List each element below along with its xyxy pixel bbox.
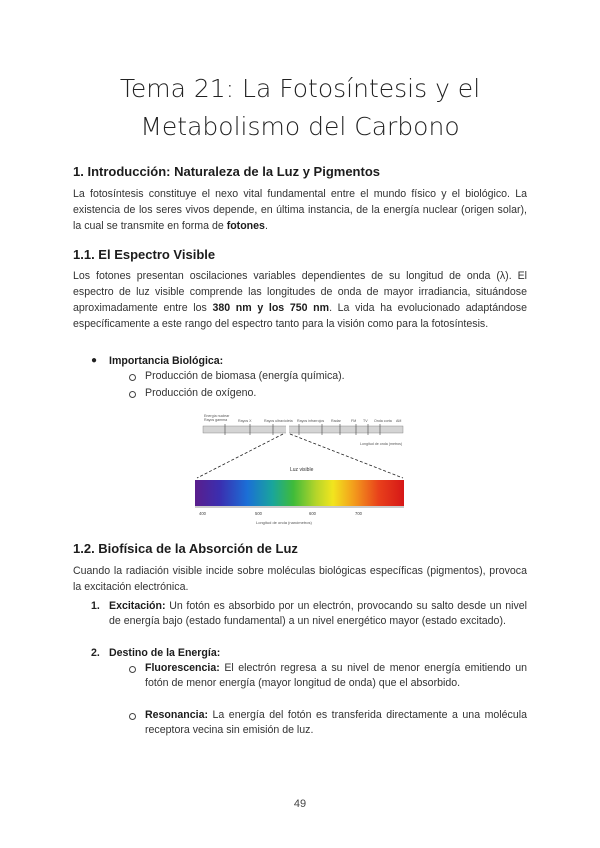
axis-nm-label: Longitud de onda (nanómetros) — [256, 520, 312, 525]
sub-item-oxigeno: Producción de oxígeno. — [145, 387, 257, 399]
bullet-dot-icon: ● — [91, 355, 98, 366]
list-number-1: 1. — [91, 600, 100, 612]
circle-bullet-icon — [129, 374, 136, 381]
wavelength-range-bold: 380 nm y los 750 nm — [212, 302, 330, 314]
page-title — [40, 70, 560, 146]
list-number-2: 2. — [91, 647, 100, 659]
label-ir: Rayos infrarrojos — [297, 419, 325, 423]
label-tv: TV — [363, 419, 368, 423]
section-1-2-paragraph: Cuando la radiación visible incide sobre moléculas biológicas específicas (pigmentos), provoca la excitación electrónica. — [73, 565, 527, 593]
list-item-destino: Destino de la Energía: — [109, 647, 221, 659]
page-number: 49 — [293, 798, 307, 810]
list-item-excitacion: Excitación: Un fotón es absorbido por un electrón, provocando su salto desde un nivel de energía bajo (estado fundamental) a un nivel energético mayor (estado excitado). — [109, 600, 527, 627]
sub-item-resonancia: Resonancia: La energía del fotón es transferida directamente a una molécula receptora vecina sin emisión de luz. — [145, 709, 527, 736]
fotones-bold: fotones — [226, 220, 265, 232]
section-1-paragraph: La fotosíntesis constituye el nexo vital fundamental entre el mundo físico y el biológico. La existencia de los seres vivos depende, en última instancia, de la energía nuclear (origen solar), la cual se transmite en forma de fotones. — [73, 188, 527, 232]
sub-item-biomasa: Producción de biomasa (energía química). — [145, 370, 345, 382]
tick-600: 600 — [309, 511, 316, 516]
section-heading-1-2: 1.2. Biofísica de la Absorción de Luz — [73, 541, 298, 556]
label-onda-corta: Onda corta — [374, 419, 392, 423]
spectrum-figure — [190, 410, 420, 528]
label-x: Rayos X — [238, 419, 252, 423]
title-line-2: Metabolismo del Carbono — [140, 112, 460, 141]
circle-bullet-icon — [129, 666, 136, 673]
bullet-importancia: Importancia Biológica: — [109, 355, 224, 367]
tick-500: 500 — [255, 511, 262, 516]
label-radar: Radar — [331, 419, 341, 423]
tick-700: 700 — [355, 511, 362, 516]
visible-spectrum-band — [195, 480, 404, 506]
spectrum-bar — [203, 426, 403, 433]
sub-item-fluorescencia: Fluorescencia: El electrón regresa a su nivel de menor energía emitiendo un fotón de menor energía (mayor longitud de onda) que el absorbido. — [145, 662, 527, 689]
label-uv: Rayos ultravioleta — [264, 419, 293, 423]
label-am: AM — [396, 419, 402, 423]
visible-light-label: Luz visible — [290, 467, 314, 473]
section-heading-1-1: 1.1. El Espectro Visible — [73, 247, 216, 262]
label-fm: FM — [351, 419, 357, 423]
label-nuclear: Energía nuclear — [204, 414, 230, 418]
section-heading-1: 1. Introducción: Naturaleza de la Luz y Pigmentos — [73, 164, 380, 179]
label-gamma: Rayos gamma — [204, 418, 228, 422]
circle-bullet-icon — [129, 391, 136, 398]
projection-line-left — [197, 434, 283, 478]
wavelength-meters-label: Longitud de onda (metros) — [360, 442, 403, 446]
visible-gap — [286, 424, 289, 435]
circle-bullet-icon — [129, 713, 136, 720]
tick-400: 400 — [199, 511, 206, 516]
title-line-1: Tema 21: La Fotosíntesis y el — [119, 74, 481, 103]
section-1-1-paragraph: Los fotones presentan oscilaciones variables dependientes de su longitud de onda (λ). El espectro de luz visible comprende las longitudes de onda de mayor irradiancia, situándose aproximadamente entre los 380 nm y los 750 nm. La vida ha evolucionado adaptándose específicamente a este rango del espectro tanto para la visión como para la fotosíntesis. — [73, 270, 527, 330]
